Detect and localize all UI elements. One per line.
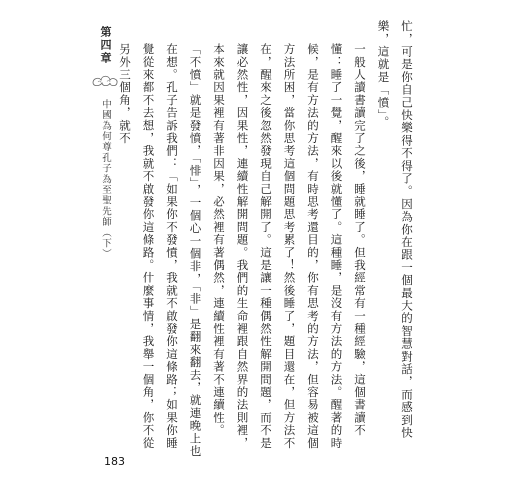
paragraph-2: 一般人讀書讀完了之後，睡就睡了。但我經常有一種經驗，這個書讀不懂：睡了一覺，醒來以後就懂了。這種睡，是沒有方法的方法。醒著的時候，是有方法的方法，有時思考還目的，你有思考的方法，但容易被這個方法所困，當你思考這個問題思考累了！然後睡了，題目還在，但方法不在，醒來之後忽然發現自己解開了。這是讓一種偶然性解開問題，而不是讓必然性，因果性，連續性解開問題。我們的生命裡跟自然界的法則裡，本來就因果裡有著非因果，必然裡有著偶然，連續性裡有著不連續性。 — [212, 43, 367, 450]
paragraph-3: 「不憤」就是發憤，「悱」，一個心一個非，「非」是翻來翻去，就連晚上也在想。孔子告訴我們：「如果你不發憤，我就不啟發你這條路；如果你睡覺從來都不去想，我就不啟發你這條路。什麼事情，我舉一個角，你不從另外三個角，就不 — [118, 43, 203, 458]
paragraph-1: 忙，可是你自己快樂得不得了。因為你在跟一個最大的智慧對話，而感到快樂，這就是「憤」。 — [376, 20, 414, 440]
page-number: 183 — [104, 455, 125, 468]
body-text — [113, 20, 419, 460]
chapter-label: 第四章 — [99, 26, 112, 65]
book-title: 中國為何尊孔子為至聖先師（下） — [100, 99, 111, 260]
